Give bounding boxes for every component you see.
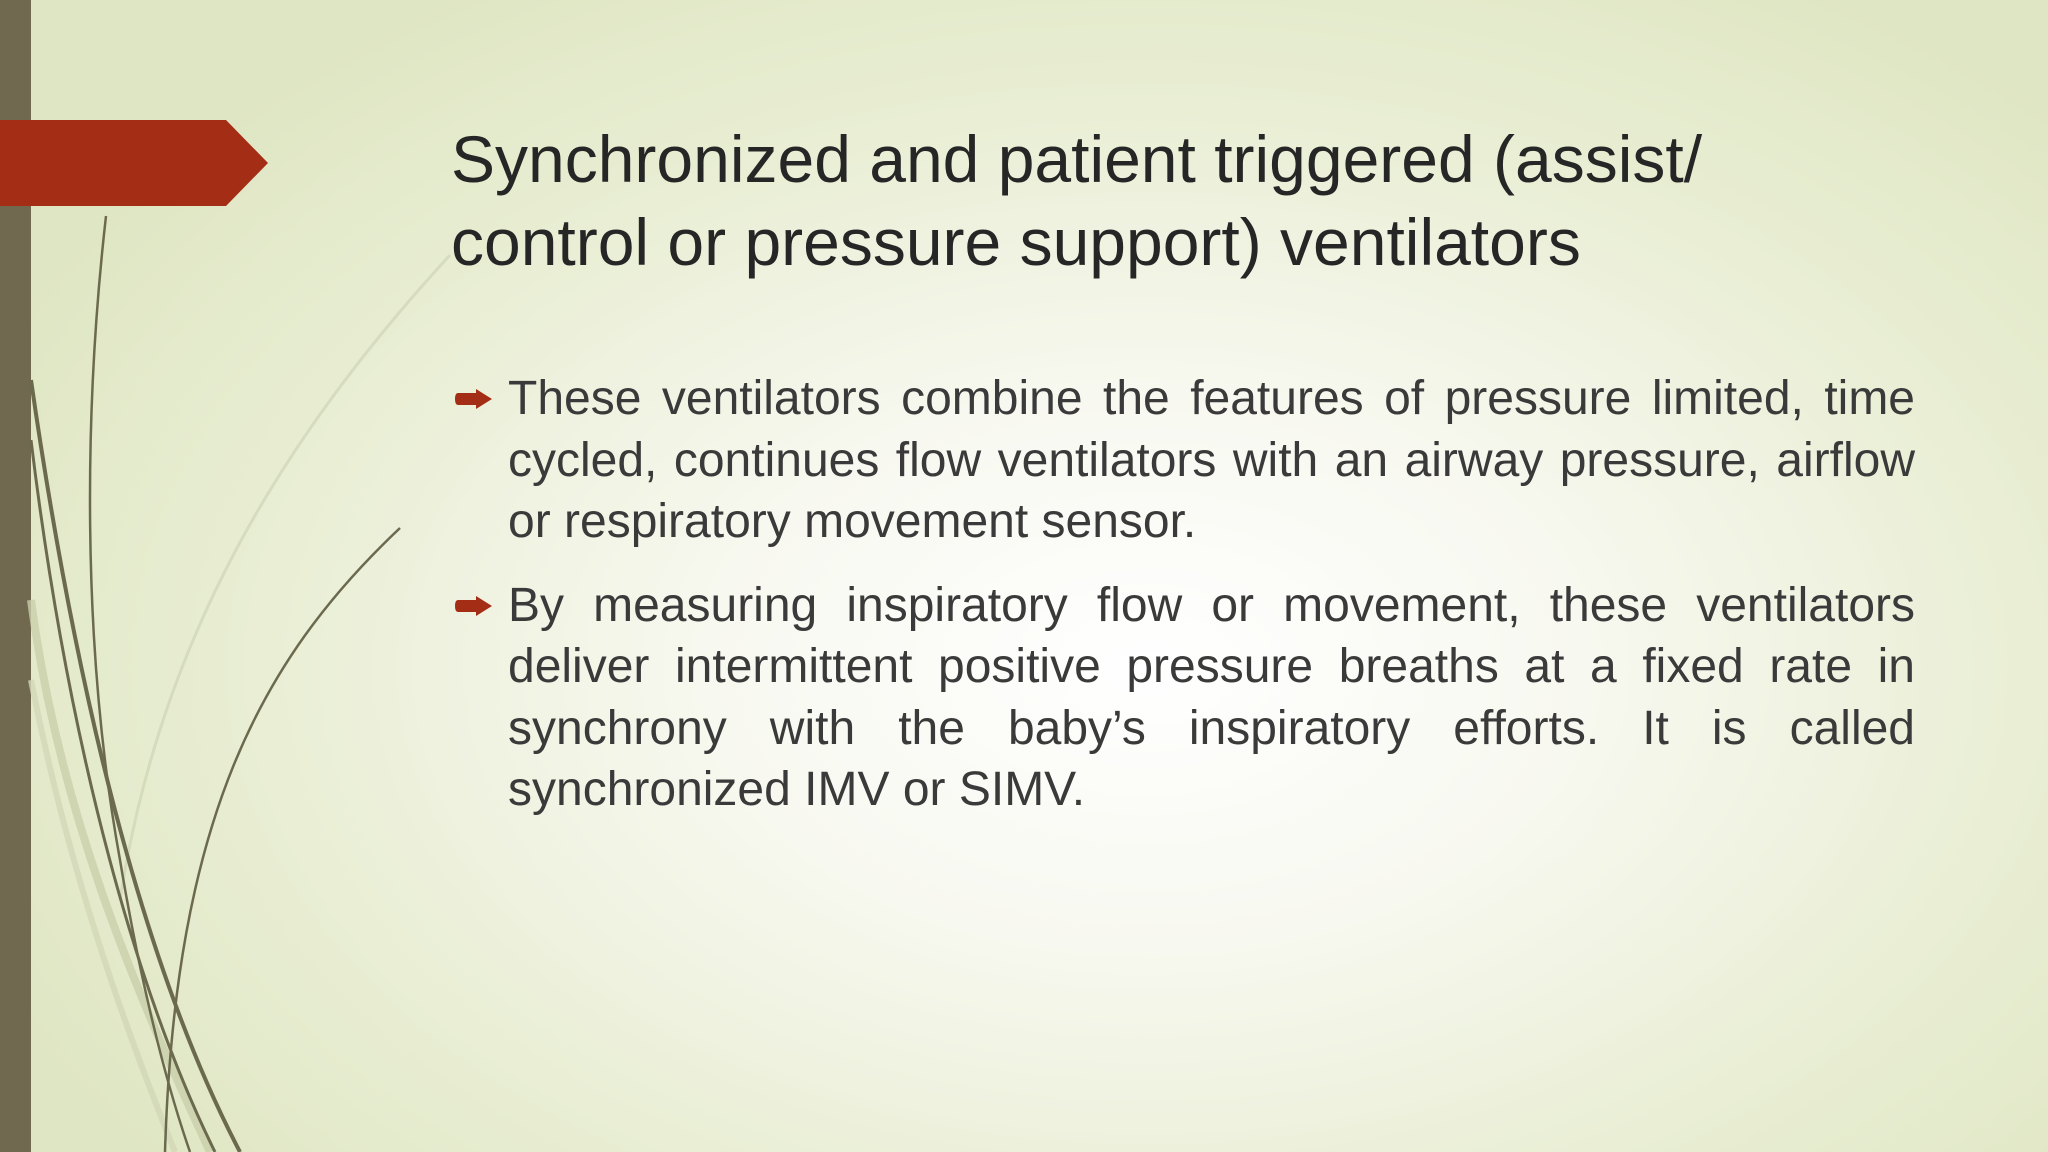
bullet-text: These ventilators combine the features of pressure limited, time cycled, continues flow ventilators with an airway pressure, airflow or respiratory movement sensor.: [508, 372, 1915, 548]
bullet-list: [451, 368, 1915, 843]
arrow-right-icon: [454, 595, 494, 617]
slide-title-line-2: control or pressure support) ventilators: [451, 205, 1581, 279]
bullet-item: [451, 575, 1915, 821]
title-accent-arrow: [0, 120, 270, 206]
bullet-text: By measuring inspiratory flow or movement, these ventilators deliver intermittent positive pressure breaths at a fixed rate in synchrony with the baby’s inspiratory efforts. It is called synchronized IMV or SIMV.: [508, 578, 1915, 816]
bullet-item: [451, 368, 1915, 553]
slide-title: [451, 118, 1851, 284]
arrow-right-icon: [454, 388, 494, 410]
slide-title-line-1: Synchronized and patient triggered (assist/: [451, 122, 1703, 196]
